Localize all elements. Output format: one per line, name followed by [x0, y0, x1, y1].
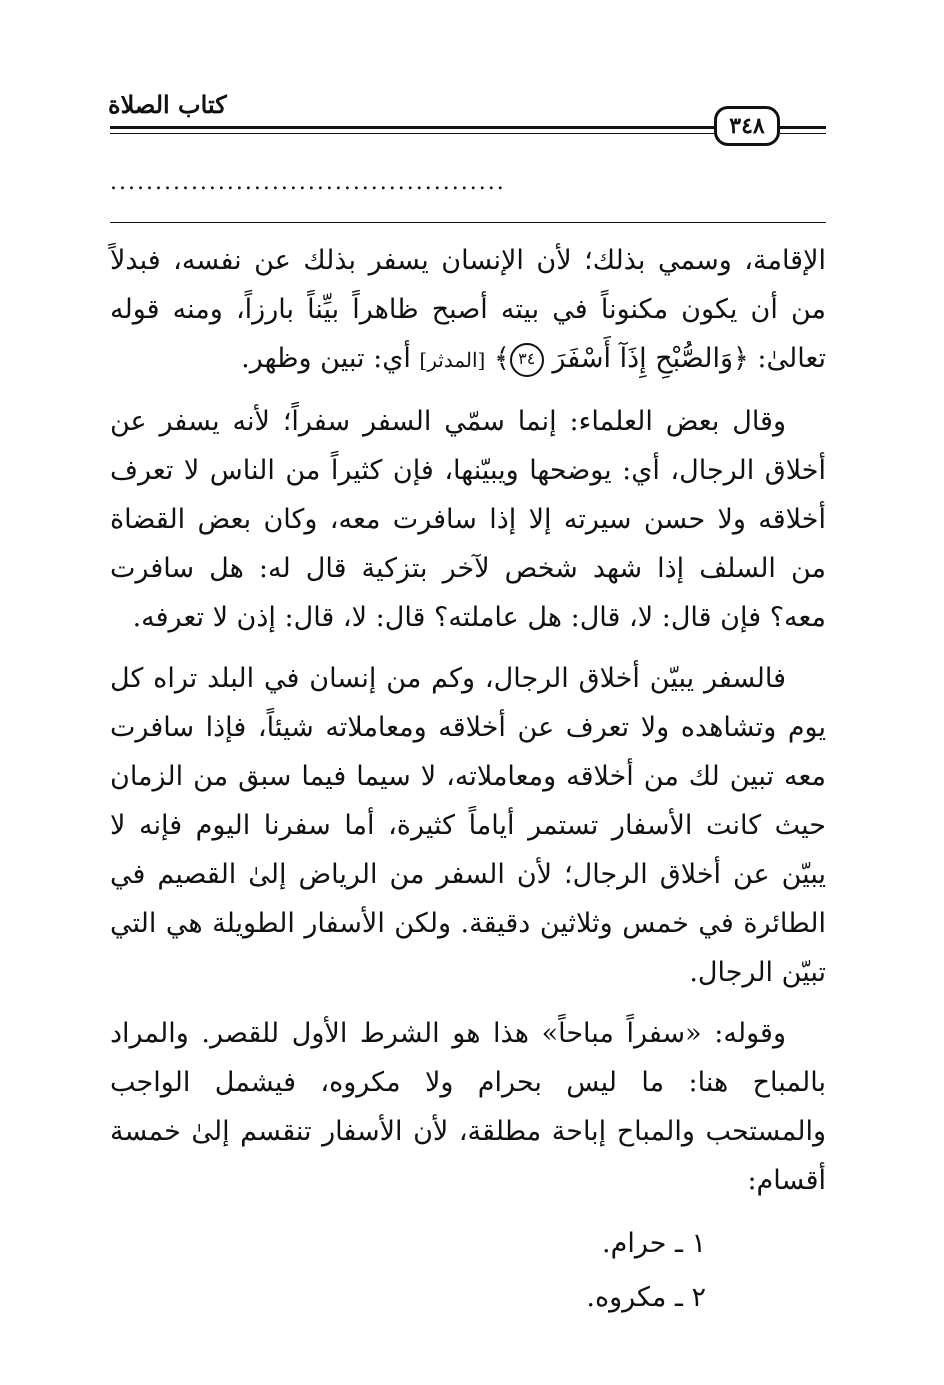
paragraph: فالسفر يبيّن أخلاق الرجال، وكم من إنسان في البلد تراه كل يوم وتشاهده ولا تعرف عن أخلاقه ومعاملاته شيئاً، فإذا سافرت معه تبين لك من أخلاقه ومعاملاته، لا سيما فيما سبق من الزمان حيث كانت الأسفار تستمر أياماً كثيرة، أما سفرنا اليوم فإنه لا يبيّن عن أخلاق الرجال؛ لأن السفر من الرياض إلىٰ القصيم في الطائرة في خمس وثلاثين دقيقة. ولكن الأسفار الطويلة هي التي تبيّن الرجال. [110, 663, 826, 988]
book-title: كتاب الصلاة [108, 90, 227, 119]
header-rule [110, 126, 714, 129]
separator-line [110, 222, 826, 223]
header-rule-thin [110, 133, 714, 134]
list-item: ١ ـ حرام. [602, 1228, 706, 1259]
paragraph [110, 236, 826, 385]
paragraph: وقوله: «سفراً مباحاً» هذا هو الشرط الأول للقصر. والمراد بالمباح هنا: ما ليس بحرام ولا مكروه، فيشمل الواجب والمستحب والمباح إباحة مطلقة، لأن الأسفار تنقسم إلىٰ خمسة أقسام: [110, 1018, 826, 1196]
list [110, 1217, 826, 1325]
footnote-separator-dots: ............................................ [110, 170, 506, 195]
page-number: ٣٤٨ [714, 106, 780, 146]
list-item: ٢ ـ مكروه. [586, 1282, 706, 1313]
header-rule-right [780, 126, 826, 129]
quran-verse: ﴿وَالصُّبْحِ إِذَآ أَسْفَرَ [552, 343, 749, 374]
ayah-number: ٣٤ [510, 343, 544, 377]
paragraph-text: أي: تبين وظهر. [241, 343, 420, 374]
page-header [0, 0, 944, 160]
paragraph-text: الإقامة، وسمي بذلك؛ لأن الإنسان يسفر بذلك عن نفسه، فبدلاً من أن يكون مكنوناً في بيته أصبح ظاهراً بيِّناً بارزاً، ومنه قوله تعالىٰ: [110, 245, 826, 374]
page-body [110, 236, 826, 1325]
header-rule-right-thin [780, 133, 826, 134]
paragraph: وقال بعض العلماء: إنما سمّي السفر سفراً؛ لأنه يسفر عن أخلاق الرجال، أي: يوضحها ويبيّنها، فإن كثيراً من الناس لا تعرف أخلاقه ولا حسن سيرته إلا إذا سافرت معه، وكان بعض القضاة من السلف إذا شهد شخص لآخر بتزكية قال له: هل سافرت معه؟ فإن قال: لا، قال: هل عاملته؟ قال: لا، قال: إذن لا تعرفه. [110, 406, 826, 633]
surah-reference: [المدثر] [419, 348, 486, 372]
quran-close-bracket: ﴾ [493, 343, 510, 374]
